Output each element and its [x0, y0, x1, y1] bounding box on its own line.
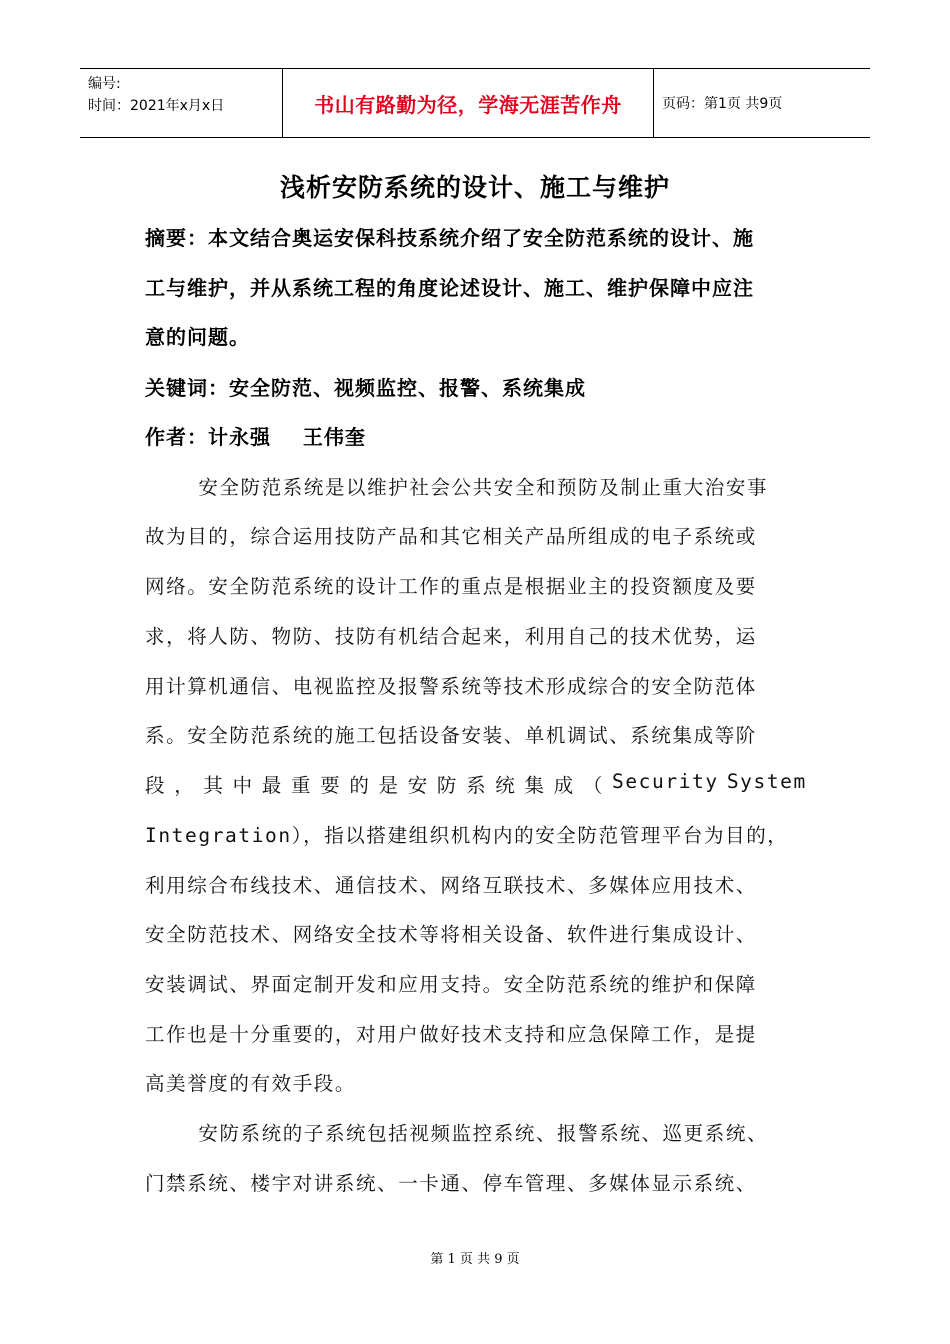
- time-label: 时间：2021年x月x日: [88, 98, 225, 114]
- body-line: 网络。安全防范系统的设计工作的重点是根据业主的投资额度及要: [145, 575, 757, 598]
- justified-word: System: [726, 770, 807, 793]
- header-motto: 书山有路勤为径，学海无涯苦作舟: [282, 69, 654, 137]
- body-line-justified: [145, 770, 807, 798]
- body-line: 安防系统的子系统包括视频监控系统、报警系统、巡更系统、: [145, 1122, 769, 1145]
- justified-word: （: [582, 774, 604, 797]
- justified-word: 的: [349, 774, 371, 797]
- body-line: 故为目的，综合运用技防产品和其它相关产品所组成的电子系统或: [145, 525, 757, 548]
- justified-word: 防: [436, 774, 458, 797]
- authors: 作者：计永强 王伟奎: [145, 425, 366, 449]
- page-footer: 第 1 页 共 9 页: [430, 1252, 520, 1267]
- abstract-line: 工与维护，并从系统工程的角度论述设计、施工、维护保障中应注: [145, 276, 754, 300]
- justified-word: 是: [378, 774, 400, 797]
- justified-word: ，: [174, 774, 196, 797]
- body-line: 求，将人防、物防、技防有机结合起来，利用自己的技术优势，运: [145, 625, 757, 648]
- body-line: 安装调试、界面定制开发和应用支持。安全防范系统的维护和保障: [145, 973, 757, 996]
- body-line: Integration），指以搭建组织机构内的安全防范管理平台为目的，: [145, 824, 789, 847]
- justified-word: 要: [320, 774, 342, 797]
- justified-word: 成: [553, 774, 575, 797]
- justified-word: 安: [407, 774, 429, 797]
- document-header: [80, 68, 870, 138]
- justified-word: Security: [612, 770, 719, 793]
- body-line: 利用综合布线技术、通信技术、网络互联技术、多媒体应用技术、: [145, 874, 757, 897]
- justified-word: 中: [232, 774, 254, 797]
- justified-word: 统: [495, 774, 517, 797]
- justified-word: 系: [466, 774, 488, 797]
- document-title: 浅析安防系统的设计、施工与维护: [279, 173, 670, 202]
- body-line: 工作也是十分重要的，对用户做好技术支持和应急保障工作，是提: [145, 1023, 757, 1046]
- number-label: 编号:: [88, 76, 121, 92]
- header-page-info: 页码：第1页 共9页: [662, 96, 783, 112]
- justified-word: 段: [145, 774, 167, 797]
- body-line: 安全防范技术、网络安全技术等将相关设备、软件进行集成设计、: [145, 923, 757, 946]
- header-meta: [80, 69, 282, 137]
- abstract-line: 摘要：本文结合奥运安保科技系统介绍了安全防范系统的设计、施: [145, 226, 754, 250]
- justified-word: 集: [524, 774, 546, 797]
- keywords: 关键词：安全防范、视频监控、报警、系统集成: [145, 376, 586, 400]
- body-line: 用计算机通信、电视监控及报警系统等技术形成综合的安全防范体: [145, 675, 757, 698]
- abstract-line: 意的问题。: [145, 325, 250, 349]
- body-line: 安全防范系统是以维护社会公共安全和预防及制止重大治安事: [145, 476, 769, 499]
- justified-word: 其: [203, 774, 225, 797]
- justified-word: 重: [290, 774, 313, 797]
- body-line: 门禁系统、楼宇对讲系统、一卡通、停车管理、多媒体显示系统、: [145, 1172, 757, 1195]
- body-line: 高美誉度的有效手段。: [145, 1072, 357, 1095]
- justified-word: 最: [261, 774, 283, 797]
- body-line: 系。安全防范系统的施工包括设备安装、单机调试、系统集成等阶: [145, 724, 757, 747]
